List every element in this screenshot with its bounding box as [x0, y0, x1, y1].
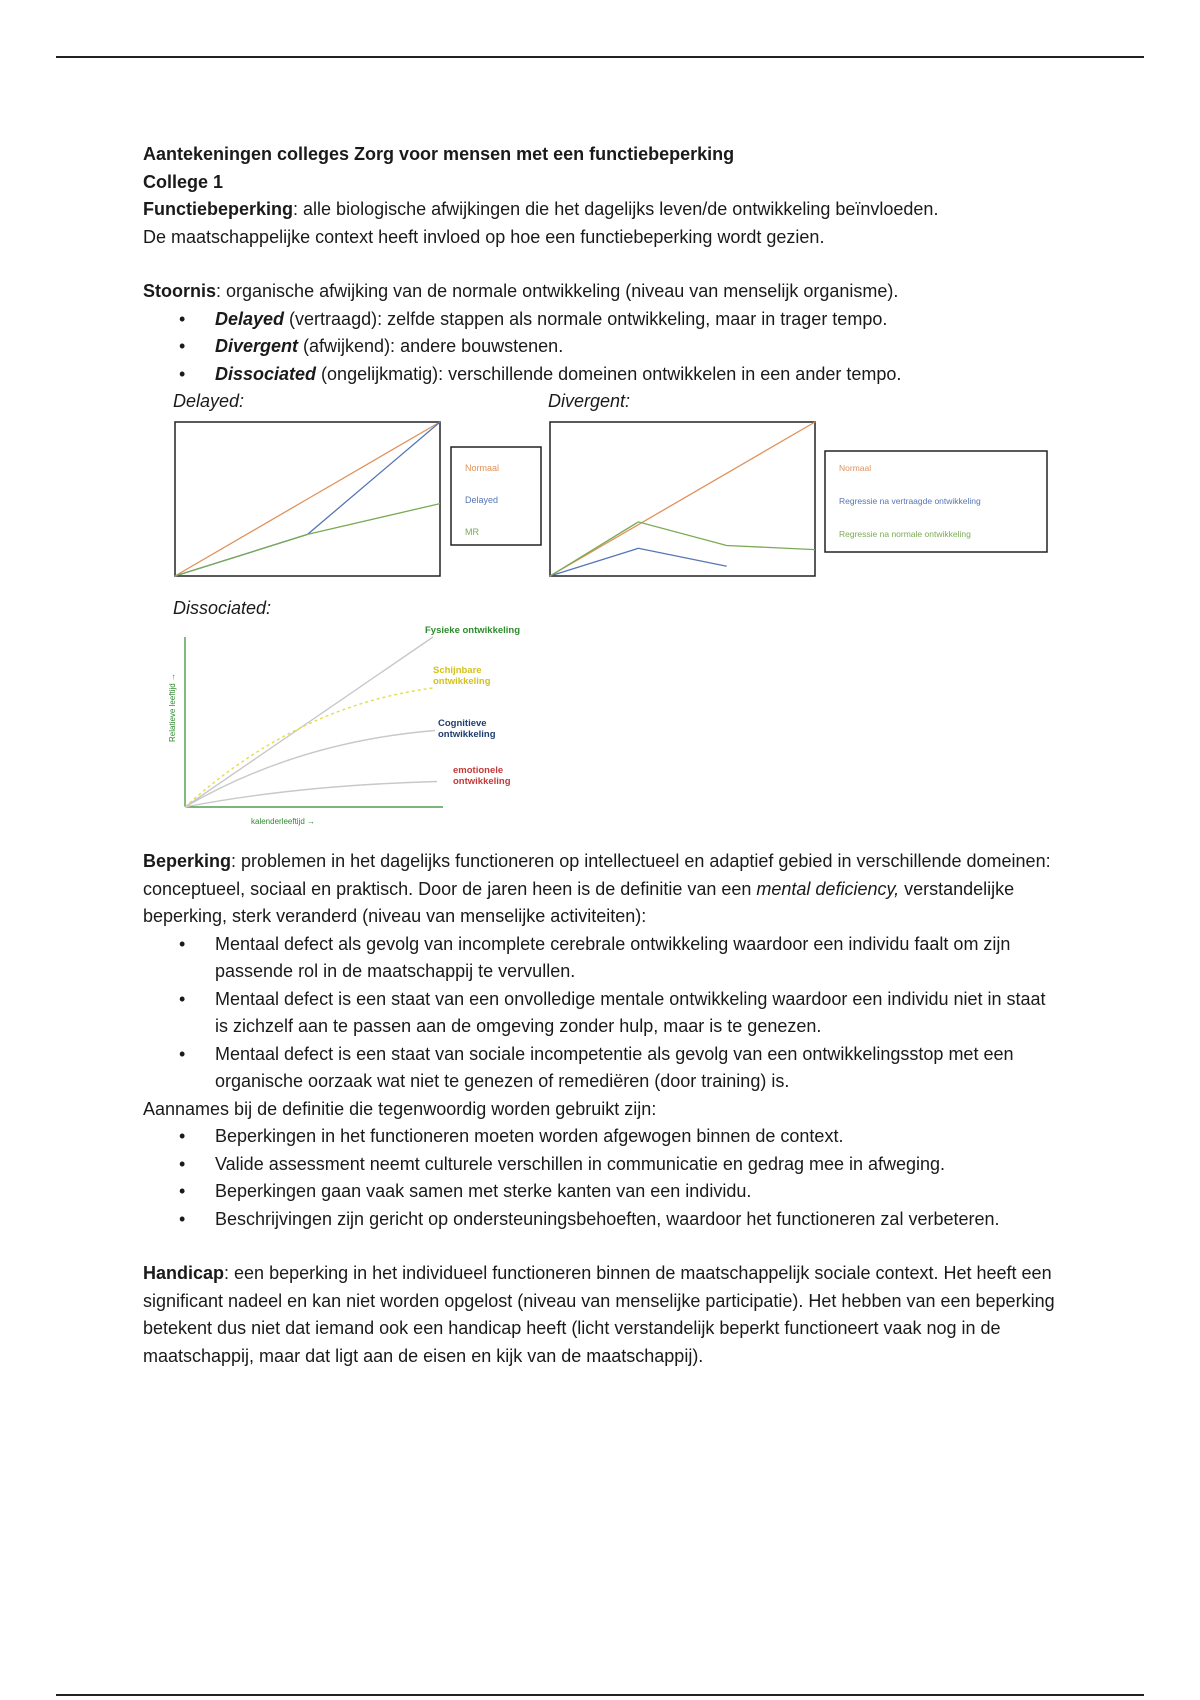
delayed-chart [173, 418, 548, 578]
beperking-text-1: : problemen in het dagelijks functioneren op intellectueel en adaptief gebied in verschillende domeinen: conceptueel, sociaal en praktisch. Door de jaren heen is de definitie van een [143, 851, 1051, 899]
list-item: • Mentaal defect is een staat van sociale incompetentie als gevolg van een ontwikkelingsstop met een organische oorzaak wat niet te genezen of remediëren (door training) is. [215, 1041, 1063, 1096]
list-item: • Valide assessment neemt culturele verschillen in communicatie en gedrag mee in afweging. [215, 1151, 1063, 1179]
list-item [215, 361, 1063, 389]
aannames-intro: Aannames bij de definitie die tegenwoordig worden gebruikt zijn: [143, 1098, 657, 1119]
list-item [215, 333, 1063, 361]
list-item: • Mentaal defect als gevolg van incomplete cerebrale ontwikkeling waardoor een individu faalt om zijn passende rol in de maatschappij te vervullen. [215, 931, 1063, 986]
list-item-term: Delayed [215, 308, 285, 329]
legend-entry-regressie-na-normale-ontwikkeling: Regressie na normale ontwikkeling [839, 529, 971, 539]
handicap-definition [143, 1260, 1063, 1370]
series-label-cognitieve-ontwikkeling: Cognitieve ontwikkeling [438, 718, 496, 740]
handicap-text: : een beperking in het individueel functioneren binnen de maatschappelijk sociale context. Het heeft een significant nadeel en kan niet worden opgelost (niveau van menselijke participatie). Het hebben van een beperking betekent dus niet dat iemand ook een handicap heeft (licht verstandelijk beperkt functioneert vaak nog in de maatschappij, maar dat ligt aan de eisen en kijk van de maatschappij). [143, 1263, 1055, 1366]
series-line-normaal [550, 422, 815, 576]
list-item-text: (ongelijkmatig): verschillende domeinen ontwikkelen in een ander tempo. [316, 363, 902, 384]
series-label-schijnbare-ontwikkeling: Schijnbare ontwikkeling [433, 665, 491, 687]
functiebeperking-term: Functiebeperking [143, 199, 294, 219]
x-axis-label: kalenderleeftijd → [251, 817, 316, 826]
legend-entry-normaal: Normaal [839, 463, 872, 473]
series-line-regressie-na-normale-ontwikkeling [550, 522, 815, 576]
delayed-figure-label: Delayed: [173, 391, 245, 411]
legend-entry-normaal: Normaal [465, 463, 500, 473]
list-item: • Mentaal defect is een staat van een onvolledige mentale ontwikkeling waardoor een individu niet in staat is zichzelf aan te passen aan de omgeving zonder hulp, maar is te genezen. [215, 986, 1063, 1041]
stoornis-text: : organische afwijking van de normale ontwikkeling (niveau van menselijk organisme). [216, 281, 899, 301]
list-item-text: (afwijkend): andere bouwstenen. [298, 336, 564, 356]
series-label-fysieke-ontwikkeling: Fysieke ontwikkeling [425, 625, 521, 636]
list-item: • Beschrijvingen zijn gericht op ondersteuningsbehoeften, waardoor het functioneren zal verbeteren. [215, 1206, 1063, 1234]
figures-area [143, 388, 1063, 848]
stoornis-definition [143, 278, 1063, 306]
top-rule [56, 56, 1144, 58]
legend-entry-regressie-na-vertraagde-ontwikkeling: Regressie na vertraagde ontwikkeling [839, 496, 981, 506]
beperking-text-2: verstandelijke beperking, sterk veranderd (niveau van menselijke activiteiten): [143, 878, 1015, 926]
list-item: • Beperkingen gaan vaak samen met sterke kanten van een individu. [215, 1178, 1063, 1206]
document-title: Aantekeningen colleges Zorg voor mensen met een functiebeperking [143, 144, 735, 164]
legend-entry-delayed: Delayed [465, 495, 499, 505]
beperking-list [143, 931, 1063, 1096]
list-item [215, 306, 1063, 334]
divergent-chart [548, 418, 1058, 578]
list-item-term: Dissociated [215, 363, 317, 384]
beperking-term: Beperking [143, 851, 232, 871]
y-axis-label: Relatieve leeftijd → [168, 673, 177, 742]
legend-entry-mr: MR [465, 527, 479, 537]
aannames-list [143, 1123, 1063, 1233]
list-item-term: Divergent [215, 336, 299, 356]
beperking-italic: mental deficiency, [756, 878, 900, 899]
stoornis-term: Stoornis [143, 281, 217, 301]
series-line-mr [175, 504, 440, 576]
series-line-emotionele-ontwikkeling [185, 782, 437, 808]
series-line-cognitieve-ontwikkeling [185, 731, 435, 808]
handicap-term: Handicap [143, 1263, 225, 1283]
list-item-text: (vertraagd): zelfde stappen als normale ontwikkeling, maar in trager tempo. [284, 308, 888, 329]
functiebeperking-text: : alle biologische afwijkingen die het dagelijks leven/de ontwikkeling beïnvloeden. [293, 199, 939, 219]
stoornis-list [143, 306, 1063, 389]
functiebeperking-line2: De maatschappelijke context heeft invloed op hoe een functiebeperking wordt gezien. [143, 226, 825, 247]
bottom-rule [56, 1694, 1144, 1696]
list-item: • Beperkingen in het functioneren moeten worden afgewogen binnen de context. [215, 1123, 1063, 1151]
document-body [143, 141, 1063, 1370]
beperking-definition [143, 848, 1063, 931]
document-subtitle: College 1 [143, 171, 224, 192]
series-label-emotionele-ontwikkeling: emotionele ontwikkeling [453, 765, 511, 787]
series-line-normaal [175, 422, 440, 576]
series-line-fysieke-ontwikkeling [185, 637, 433, 807]
dissociated-chart [163, 624, 543, 829]
dissociated-figure-label: Dissociated: [173, 598, 272, 618]
series-line-regressie-na-vertraagde-ontwikkeling [550, 548, 727, 576]
functiebeperking-definition [143, 196, 1063, 224]
divergent-figure-label: Divergent: [548, 391, 631, 411]
